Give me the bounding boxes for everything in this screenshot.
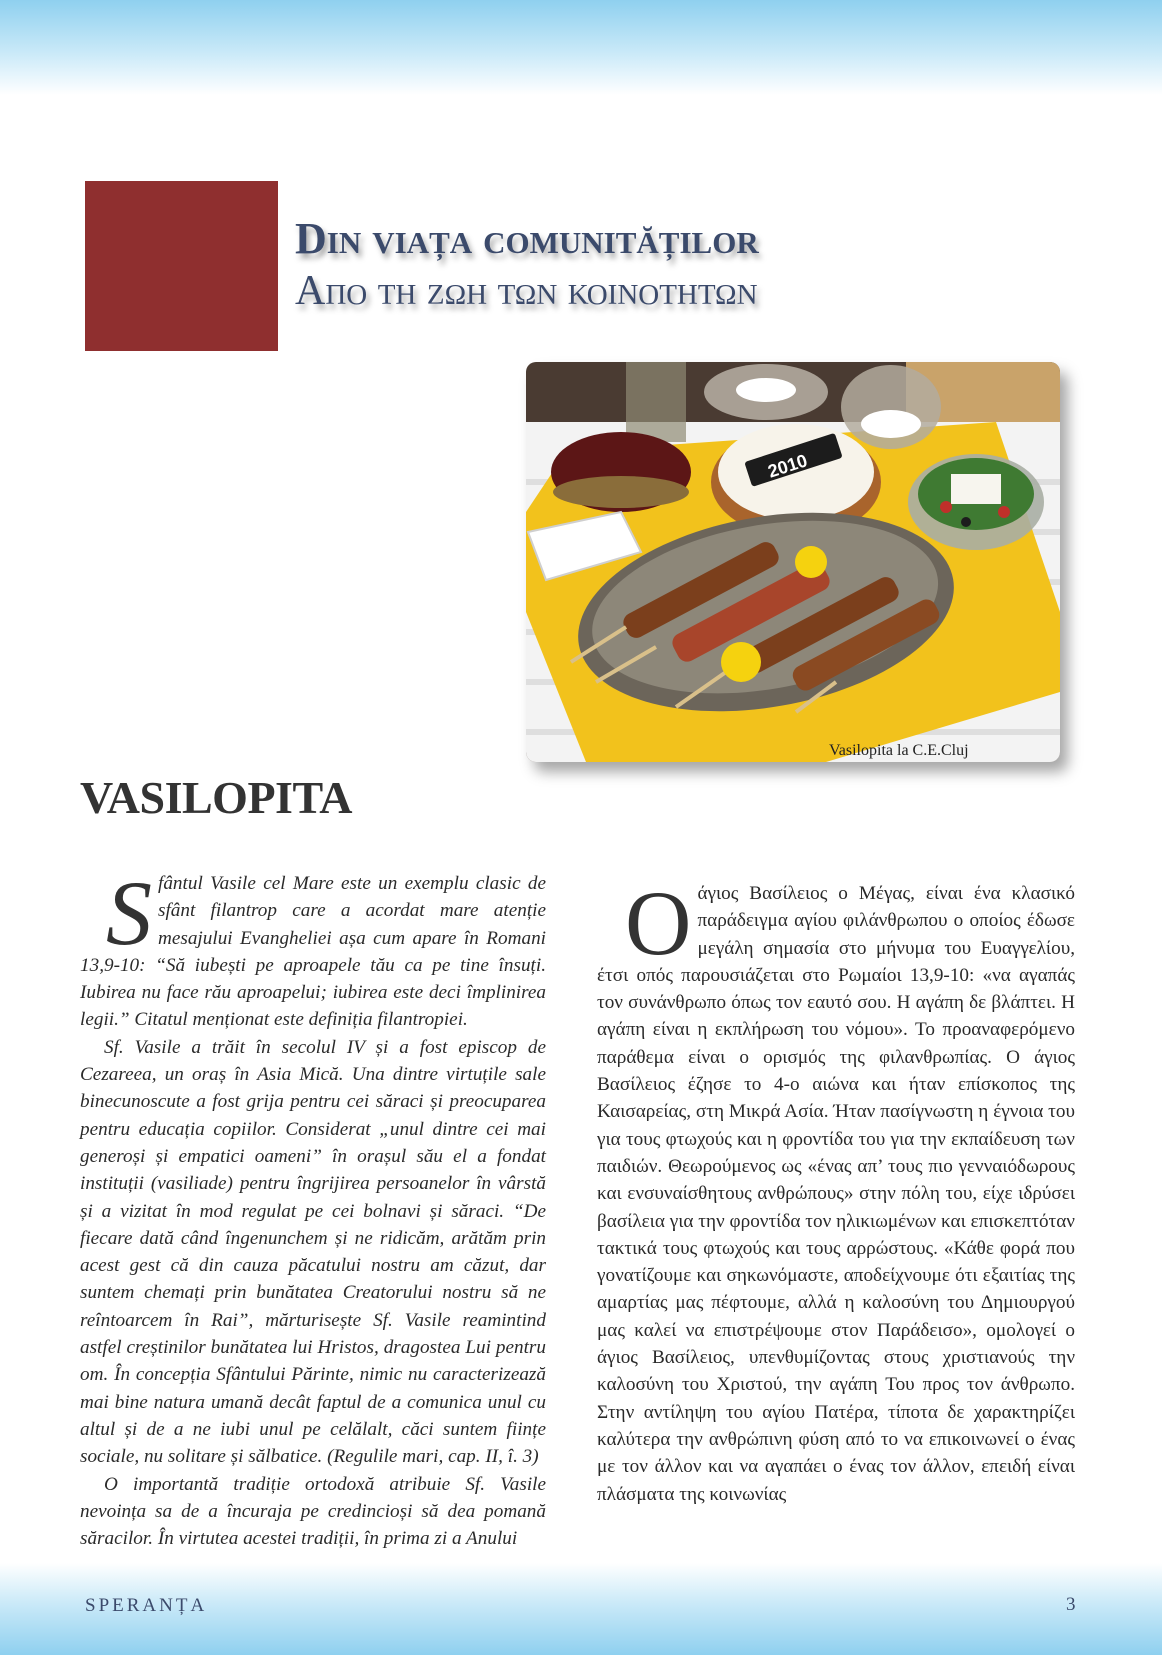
romanian-dropcap: S (106, 862, 152, 964)
page-number: 3 (1066, 1594, 1076, 1615)
greek-dropcap: Ο (625, 872, 692, 974)
section-title: Din viața comunităților (295, 214, 759, 263)
top-gradient-band (0, 0, 1162, 95)
romanian-column (80, 862, 546, 1552)
section-subtitle: Απο τη ζωη των κοινοτητων (295, 268, 758, 314)
greek-column (597, 872, 1075, 1508)
photo-caption: Vasilopita la C.E.Cluj (829, 742, 969, 759)
vasilopita-photo (526, 362, 1060, 762)
romanian-paragraph: O importantă tradiție ortodoxă atribuie Sf. Vasile nevoința sa de a încuraja pe credincioși să dea pomană săracilor. În virtutea acestei tradiții, în prima zi a Anului (80, 1473, 546, 1550)
section-color-block (85, 181, 278, 351)
cake-year-label: 2010 (765, 450, 810, 482)
article-title: VASILOPITA (80, 772, 352, 823)
romanian-paragraph: Sf. Vasile a trăit în secolul IV și a fost episcop de Cezareea, un oraș în Asia Mică. Una dintre virtuțile sale binecunoscute a fost grija pentru cei săraci și preocuparea pentru educația copiilor. Considerat „unul dintre cei mai generoși și empatici oameni” în orașul său el a fondat instituții (vasiliade) pentru îngrijirea persoanelor în vârstă și a vizitat în mod regulat pe cei bolnavi și săraci. “De fiecare dată când îngenunchem și ne ridicăm, arătăm prin acest gest că din cauza păcatului nostru am căzut, dar suntem chemați prin bunătatea Creatorului nostru să ne reîntoarcem în Rai”, mărturisește Sf. Vasile reamintind astfel creștinilor bunătatea lui Hristos, dragostea Lui pentru om. În concepția Sfântului Părinte, nimic nu caracterizează mai bine natura umană decât faptul de a comunica unul cu altul și de a ne iubi unul pe celălalt, căci suntem ființe sociale, nu solitare și sălbatice. (Regulile mari, cap. II, î. 3) (80, 1036, 546, 1468)
romanian-paragraph: Sfântul Vasile cel Mare este un exemplu clasic de sfânt filantrop care a acordat mare atenție mesajului Evangheliei așa cum apare în Romani 13,9-10: “Să iubești pe aproapele tău ca pe tine însuți. Iubirea nu face rău aproapelui; iubirea este deci împlinirea legii.” Citatul menționat este definiția filantropiei. (80, 862, 546, 1031)
greek-paragraph: Οάγιος Βασίλειος ο Μέγας, είναι ένα κλασικό παράδειγμα αγίου φιλάνθρωπου ο οποίος έδωσε μεγάλη σημασία στο μήνυμα του Ευαγγελίου, έτσι οπός παρουσιάζεται στο Ρωμαίοι 13,9-10: «να αγαπάς τον συνάνθρωπο όπως τον εαυτό σου. Η αγάπη δε βλάπτει. Η αγάπη είναι η εκπλήρωση του νόμου». Το προαναφερόμενο παράθεμα είναι ο ορισμός της φιλανθρωπίας. Ο άγιος Βασίλειος έζησε το 4-ο αιώνα και ήταν επίσκοπος της Καισαρείας, στη Μικρά Ασία. Ήταν πασίγνωστη η έγνοια του για τους φτωχούς και η φροντίδα του για την εκπαίδευση των παιδιών. Θεωρούμενος ως «ένας απ’ τους πιο γενναιόδωρους και ενσυναίσθητους ανθρώπους» στην πόλη του, είχε ιδρύσει βασίλεια για την φροντίδα τον ηλικιωμένων και επισκεπτόταν τακτικά τους φτωχούς και τους αρρώστους. «Κάθε φορά που γονατίζουμε και σηκωνόμαστε, αποδείχνουμε ότι εξαιτίας της αμαρτίας μας πέφτουμε, αλλά η καλοσύνη του Δημιουργού μας καλεί να επιστρέψουμε στον Παράδεισο», ομολογεί ο άγιος Βασίλειος, υπενθυμίζοντας στους χριστιανούς την καλοσύνη του Χριστού, την αγάπη Του προς τον άνθρωπο. Στην αντίληψη του αγίου Πατέρα, τίποτα δε χαρακτηρίζει καλύτερα την ανθρώπινη φύση από το να επικοινωνεί ο ένας με τον άλλον και να αγαπάει ο ένας τον άλλον, επειδή είναι πλάσματα της κοινωνίας (597, 872, 1075, 1505)
magazine-name: SPERANȚA (85, 1595, 208, 1616)
